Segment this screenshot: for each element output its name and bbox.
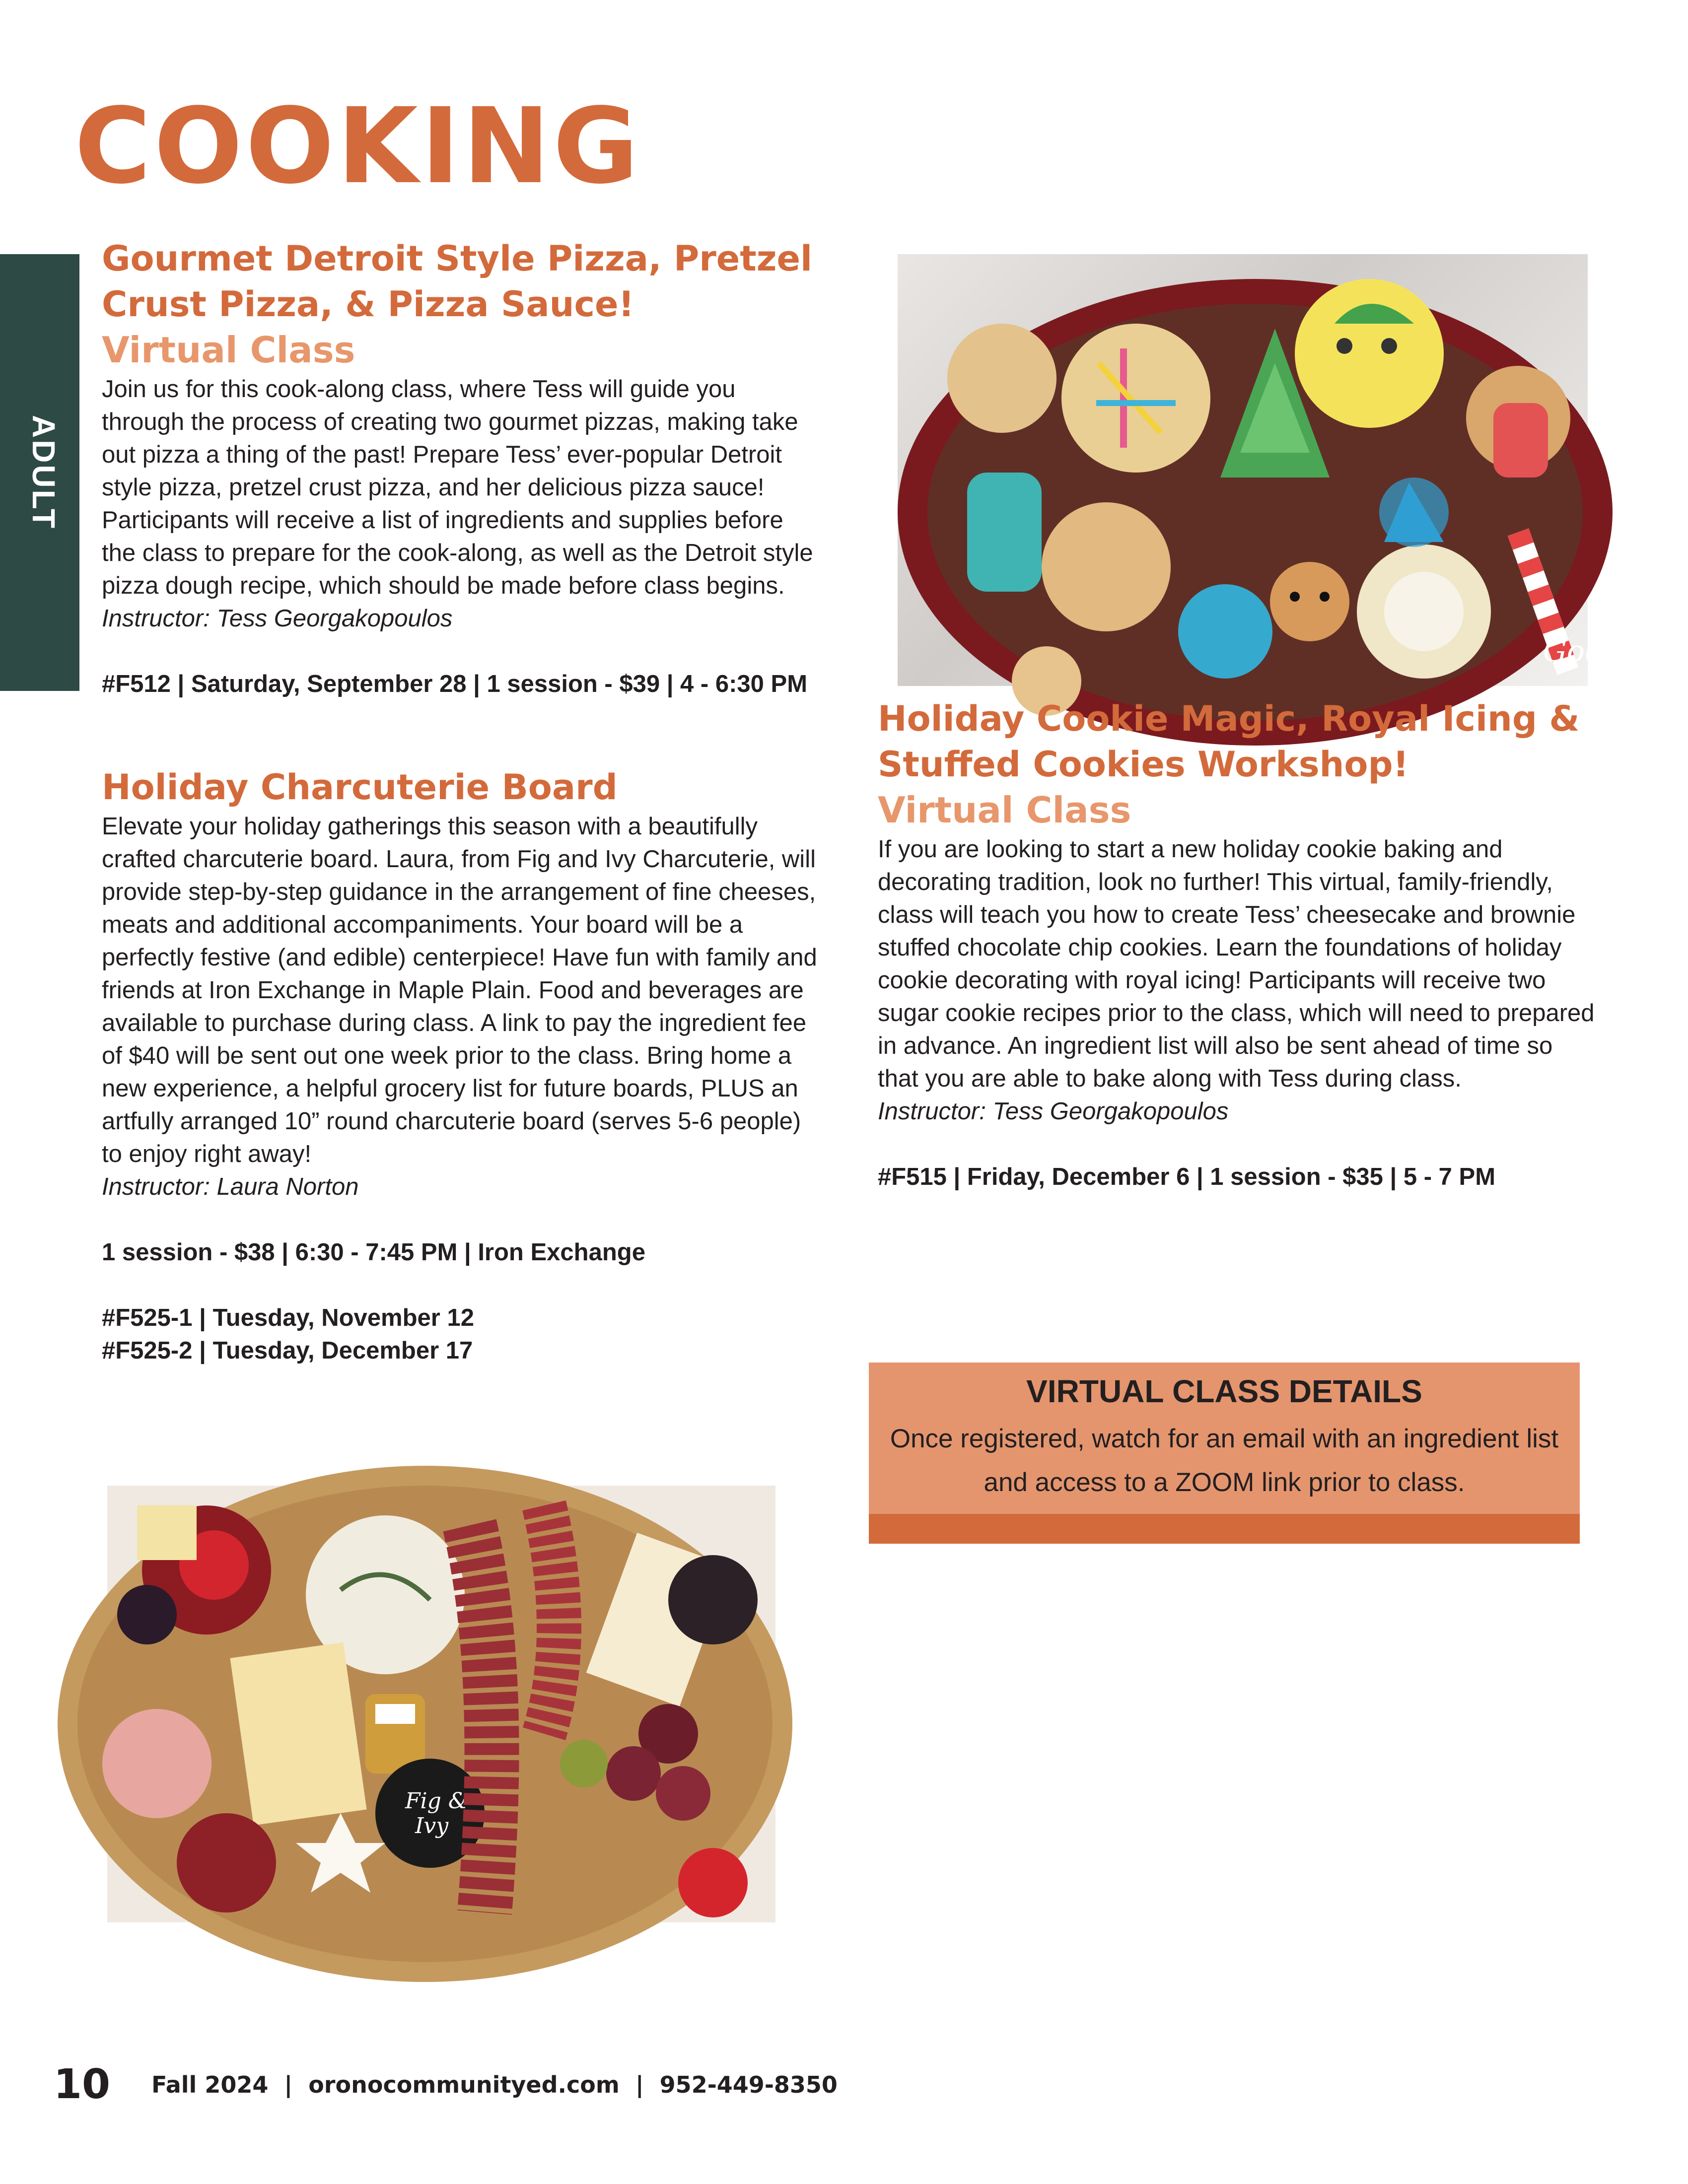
charcuterie-illustration — [107, 1486, 775, 1922]
virtual-class-details-bar — [869, 1514, 1580, 1544]
course-cookie-title-line1: Holiday Cookie Magic, Royal Icing & — [878, 698, 1580, 739]
virtual-class-details-title: VIRTUAL CLASS DETAILS — [1026, 1373, 1422, 1409]
course-charcuterie — [102, 764, 822, 1367]
board-label-line2: Ivy — [415, 1813, 449, 1839]
course-cookie-details: #F515 | Friday, December 6 | 1 session - $35 | 5 - 7 PM — [878, 1163, 1496, 1190]
page-number: 10 — [54, 2061, 111, 2108]
footer-info: Fall 2024 | oronocommunityed.com | 952-449-8350 — [151, 2071, 838, 2098]
course-pizza — [102, 236, 822, 700]
virtual-class-details-text: Once registered, watch for an email with an ingredient list and access to a ZOOM link prior to class. — [890, 1424, 1559, 1497]
course-charcuterie-title: Holiday Charcuterie Board — [102, 767, 618, 808]
course-cookie-instructor: Instructor: Tess Georgakopoulos — [878, 1098, 1229, 1125]
course-pizza-title-line2: Crust Pizza, & Pizza Sauce! — [102, 284, 634, 325]
course-pizza-instructor: Instructor: Tess Georgakopoulos — [102, 605, 453, 632]
side-tab-label: ADULT — [26, 414, 62, 531]
course-charcuterie-instructor: Instructor: Laura Norton — [102, 1173, 359, 1200]
side-tab — [0, 254, 79, 691]
cookies-photo — [898, 254, 1622, 686]
course-pizza-title-line1: Gourmet Detroit Style Pizza, Pretzel — [102, 238, 812, 279]
course-cookie-description: If you are looking to start a new holiday cookie baking and decorating tradition, look no further! This virtual, family-friendly, class will teach you how to create Tess’ cheesecake and brownie stuffed chocolate chip cookies. Learn the foundations of holiday cookie decorating with royal icing! Participants will receive two sugar cookie recipes prior to the class, which will need to prepared in advance. An ingredient list will also be sent ahead of time so that you are able to bake along with Tess during class. — [878, 836, 1595, 1092]
virtual-class-details-box — [869, 1363, 1580, 1514]
course-charcuterie-details: 1 session - $38 | 6:30 - 7:45 PM | Iron Exchange — [102, 1239, 645, 1266]
course-pizza-details: #F512 | Saturday, September 28 | 1 session - $39 | 4 - 6:30 PM — [102, 671, 808, 697]
course-cookie-title-line2: Stuffed Cookies Workshop! — [878, 744, 1409, 785]
course-pizza-subtitle: Virtual Class — [102, 329, 355, 371]
course-charcuterie-session1: #F525-1 | Tuesday, November 12 — [102, 1304, 474, 1331]
cookies-illustration — [898, 254, 1622, 686]
charcuterie-photo — [107, 1486, 775, 1922]
section-title — [74, 85, 642, 207]
course-charcuterie-description: Elevate your holiday gatherings this season with a beautifully crafted charcuterie board. Laura, from Fig and Ivy Charcuterie, will provide step-by-step guidance in the arrangement of fine cheeses, meats and additional accompaniments. Your board will be a perfectly festive (and edible) centerpiece! Have fun with family and friends at Iron Exchange in Maple Plain. Food and beverages are available to purchase during class. A link to pay the ingredient fee of $40 will be sent out one week prior to the class. Bring home a new experience, a helpful grocery list for future boards, PLUS an artfully arranged 10” round charcuterie board (serves 5-6 people) to enjoy right away! — [102, 813, 817, 1167]
cookies-watermark: Good — [1543, 634, 1622, 669]
section-title-text: COOKING — [74, 85, 642, 207]
course-cookie — [878, 696, 1598, 1193]
course-cookie-subtitle: Virtual Class — [878, 789, 1131, 831]
course-pizza-description: Join us for this cook-along class, where Tess will guide you through the process of creating two gourmet pizzas, making take out pizza a thing of the past! Prepare Tess’ ever-popular Detroit style pizza, pretzel crust pizza, and her delicious pizza sauce! Participants will receive a list of ingredients and supplies before the class to prepare for the cook-along, as well as the Detroit style pizza dough recipe, which should be made before class begins. — [102, 376, 813, 599]
course-charcuterie-session2: #F525-2 | Tuesday, December 17 — [102, 1337, 473, 1364]
board-label-line1: Fig & — [405, 1788, 468, 1814]
